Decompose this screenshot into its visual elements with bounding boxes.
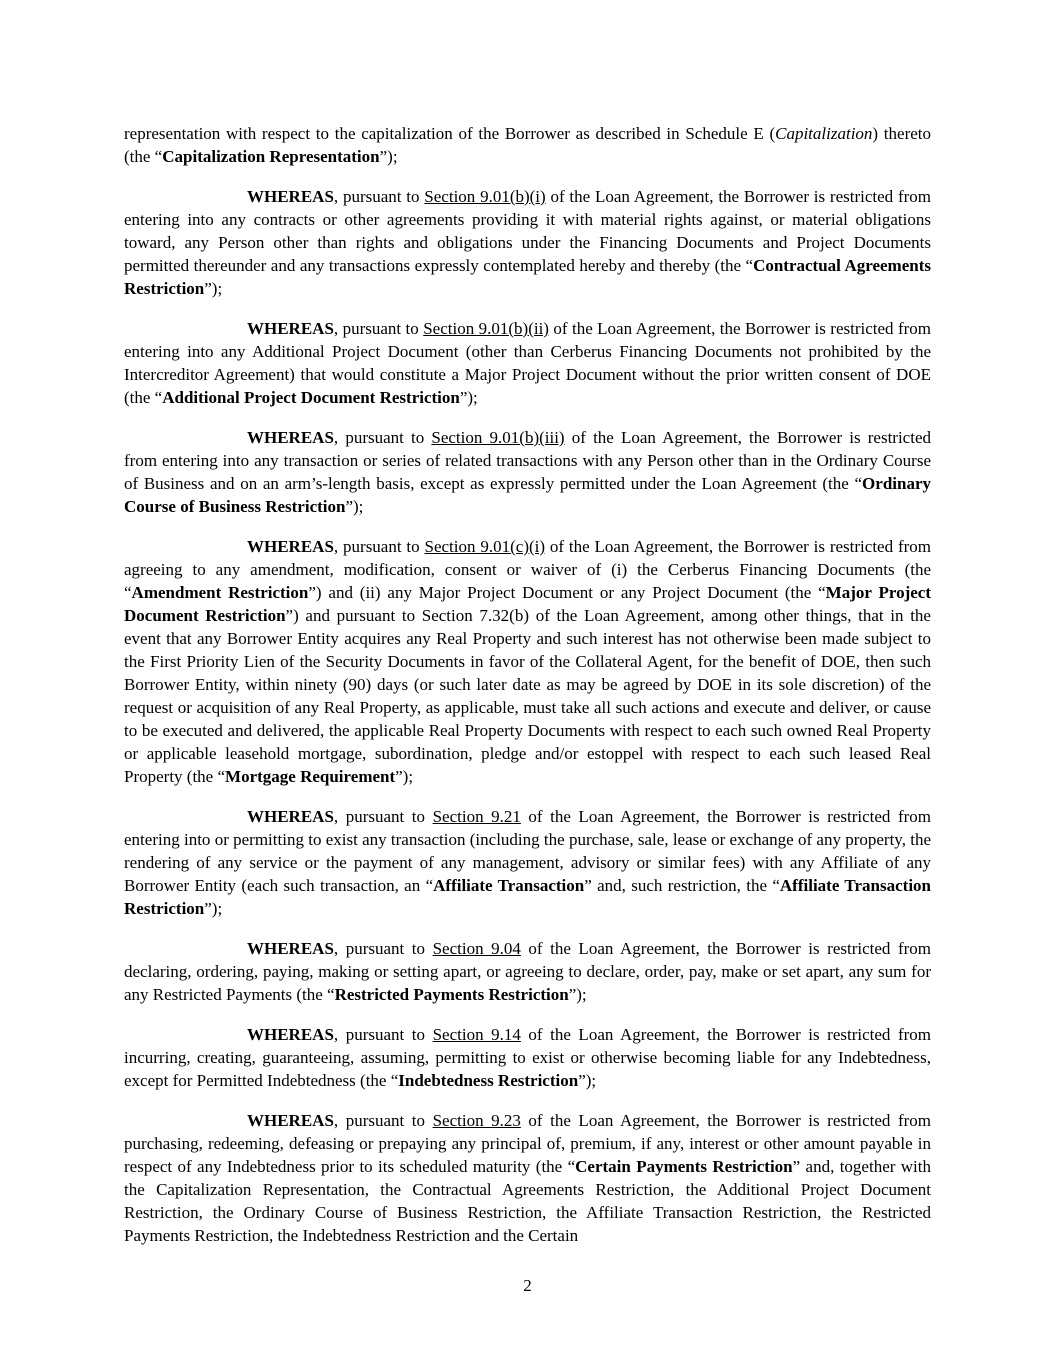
- paragraph: [124, 1109, 931, 1247]
- section-reference: Section 9.21: [432, 807, 521, 826]
- document-body: [124, 122, 931, 1264]
- text-run: of the Loan Agreement, the Borrower is restricted from entering into or permitting to exist any transaction (including the purchase, sale, lease or exchange of any property, the rendering of any service or the payment of any management, advisory or similar fees) with any Affiliate of any Borrower Entity (each such transaction, an “: [124, 807, 931, 895]
- paragraph: [124, 805, 931, 920]
- page-number: 2: [523, 1276, 532, 1295]
- text-run: of the Loan Agreement, the Borrower is restricted from declaring, ordering, paying, making or setting apart, or agreeing to declare, order, pay, make or set apart, any sum for any Restricted Payments (the “: [124, 939, 931, 1004]
- text-run: ”);: [578, 1071, 597, 1090]
- text-run: Capitalization: [775, 124, 873, 143]
- text-run: ”) and (ii) any Major Project Document or any Project Document (the “: [308, 583, 826, 602]
- section-reference: Section 9.04: [432, 939, 521, 958]
- defined-term: WHEREAS: [247, 187, 334, 206]
- section-reference: Section 9.14: [432, 1025, 521, 1044]
- defined-term: WHEREAS: [247, 428, 334, 447]
- text-run: , pursuant to: [333, 939, 433, 958]
- defined-term: Ordinary Course of Business Restriction: [124, 474, 931, 516]
- defined-term: Capitalization Representation: [162, 147, 380, 166]
- text-run: ”);: [379, 147, 398, 166]
- text-run: ” and, such restriction, the “: [584, 876, 780, 895]
- text-run: , pursuant to: [333, 187, 425, 206]
- text-run: , pursuant to: [333, 1111, 433, 1130]
- text-run: of the Loan Agreement, the Borrower is restricted from agreeing to any amendment, modification, consent or waiver of (i) the Cerberus Financing Documents (the “: [124, 537, 931, 602]
- defined-term: WHEREAS: [247, 1025, 334, 1044]
- paragraph: [124, 426, 931, 518]
- text-run: ”);: [204, 279, 223, 298]
- paragraph: [124, 122, 931, 168]
- defined-term: WHEREAS: [247, 939, 334, 958]
- text-run: ”);: [459, 388, 478, 407]
- paragraph: [124, 317, 931, 409]
- paragraph: [124, 937, 931, 1006]
- defined-term: WHEREAS: [247, 537, 334, 556]
- defined-term: Major Project Document Restriction: [124, 583, 931, 625]
- text-run: of the Loan Agreement, the Borrower is restricted from entering into any Additional Project Document (other than Cerberus Financing Documents not prohibited by the Intercreditor Agreement) that would constitute a Major Project Document without the prior written consent of DOE (the “: [124, 319, 931, 407]
- text-run: ) thereto (the “: [124, 124, 931, 166]
- section-reference: Section 9.01(c)(i): [424, 537, 546, 556]
- text-run: ”);: [395, 767, 414, 786]
- defined-term: Contractual Agreements Restriction: [124, 256, 931, 298]
- section-reference: Section 9.01(b)(i): [424, 187, 546, 206]
- text-run: of the Loan Agreement, the Borrower is restricted from entering into any contracts or other agreements providing it with material rights against, or material obligations toward, any Person other than rights and obligations under the Financing Documents and Project Documents permitted thereunder and any transactions expressly contemplated hereby and thereby (the “: [124, 187, 931, 275]
- paragraph: [124, 1023, 931, 1092]
- text-run: of the Loan Agreement, the Borrower is restricted from purchasing, redeeming, defeasing or prepaying any principal of, premium, if any, interest or other amount payable in respect of any Indebtedness prior to its scheduled maturity (the “: [124, 1111, 931, 1176]
- text-run: of the Loan Agreement, the Borrower is restricted from incurring, creating, guaranteeing, assuming, permitting to exist or otherwise becoming liable for any Indebtedness, except for Permitted Indebtedness (the “: [124, 1025, 931, 1090]
- text-run: , pursuant to: [333, 1025, 433, 1044]
- paragraph: [124, 535, 931, 788]
- text-run: ”) and pursuant to Section 7.32(b) of the Loan Agreement, among other things, that in the event that any Borrower Entity acquires any Real Property and such interest has not otherwise been made subject to the First Priority Lien of the Security Documents in favor of the Collateral Agent, for the benefit of DOE, then such Borrower Entity, within ninety (90) days (or such later date as may be agreed by DOE in its sole discretion) of the request or acquisition of any Real Property, as applicable, must take all such actions and execute and deliver, or cause to be executed and delivered, the applicable Real Property Documents with respect to each such owned Real Property or applicable leasehold mortgage, subordination, pledge and/or estoppel with respect to each such leased Real Property (the “: [124, 606, 931, 786]
- defined-term: Restricted Payments Restriction: [334, 985, 569, 1004]
- section-reference: Section 9.01(b)(iii): [431, 428, 565, 447]
- text-run: , pursuant to: [333, 807, 433, 826]
- text-run: ”);: [345, 497, 364, 516]
- section-reference: Section 9.23: [432, 1111, 521, 1130]
- defined-term: Affiliate Transaction Restriction: [124, 876, 931, 918]
- defined-term: Certain Payments Restriction: [575, 1157, 793, 1176]
- defined-term: Amendment Restriction: [131, 583, 309, 602]
- text-run: , pursuant to: [333, 319, 424, 338]
- text-run: , pursuant to: [333, 537, 425, 556]
- text-run: ” and, together with the Capitalization Representation, the Contractual Agreements Restriction, the Additional Project Document Restriction, the Ordinary Course of Business Restriction, the Affiliate Transaction Restriction, the Restricted Payments Restriction, the Indebtedness Restriction and the Certain: [124, 1157, 931, 1245]
- defined-term: WHEREAS: [247, 1111, 334, 1130]
- text-run: ”);: [204, 899, 223, 918]
- defined-term: WHEREAS: [247, 319, 334, 338]
- paragraph: [124, 185, 931, 300]
- text-run: ”);: [568, 985, 587, 1004]
- text-run: representation with respect to the capitalization of the Borrower as described in Schedule E (: [124, 124, 776, 143]
- section-reference: Section 9.01(b)(ii): [423, 319, 549, 338]
- defined-term: Affiliate Transaction: [433, 876, 585, 895]
- defined-term: Additional Project Document Restriction: [162, 388, 460, 407]
- defined-term: Mortgage Requirement: [225, 767, 396, 786]
- text-run: , pursuant to: [333, 428, 432, 447]
- text-run: of the Loan Agreement, the Borrower is restricted from entering into any transaction or series of related transactions with any Person other than in the Ordinary Course of Business and on an arm’s-length basis, except as expressly permitted under the Loan Agreement (the “: [124, 428, 931, 493]
- defined-term: Indebtedness Restriction: [398, 1071, 579, 1090]
- defined-term: WHEREAS: [247, 807, 334, 826]
